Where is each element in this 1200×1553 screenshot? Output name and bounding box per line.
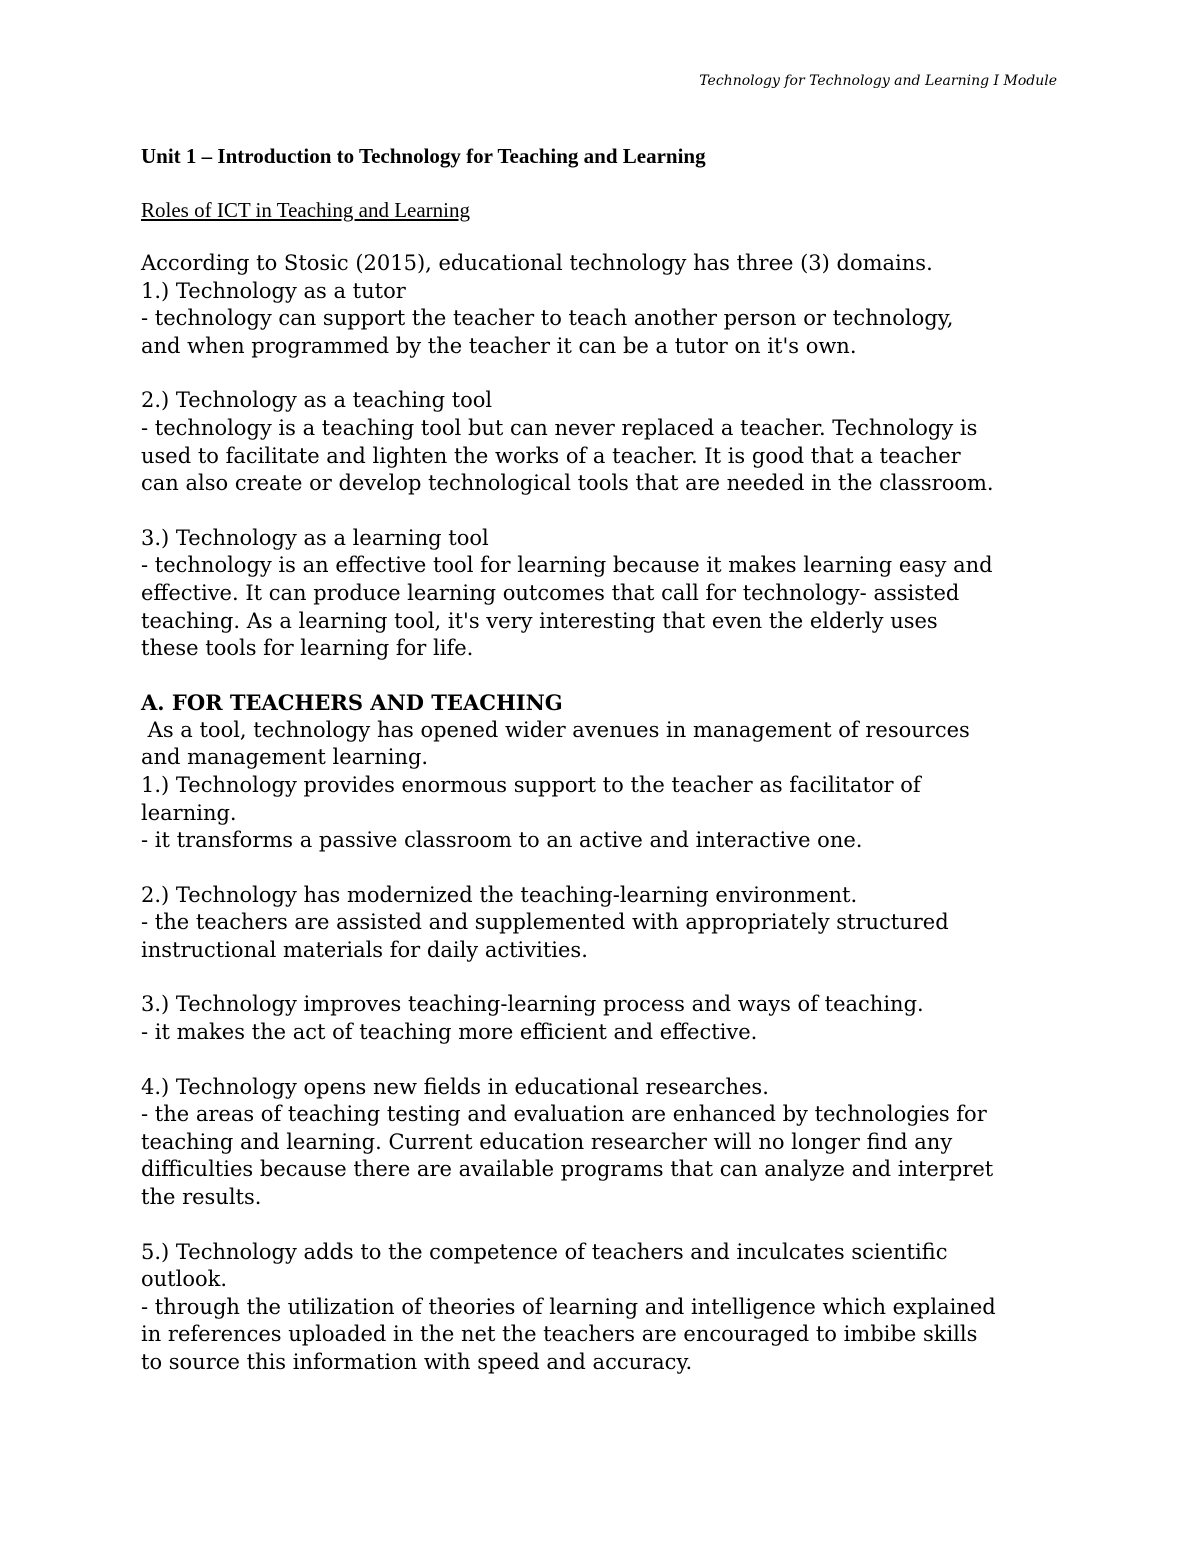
domain-heading: 3.) Technology as a learning tool	[141, 525, 489, 550]
domain-text-line: and when programmed by the teacher it can be a tutor on it's own.	[141, 333, 857, 358]
list-item-line: - through the utilization of theories of learning and intelligence which explained	[141, 1294, 996, 1319]
section-heading: A. FOR TEACHERS AND TEACHING	[141, 689, 563, 715]
list-item	[141, 991, 1066, 1046]
list-item-line: difficulties because there are available programs that can analyze and interpret	[141, 1157, 994, 1182]
section-subtitle: Roles of ICT in Teaching and Learning	[141, 198, 471, 222]
list-item-line: instructional materials for daily activities.	[141, 937, 588, 962]
domain-item	[141, 525, 1066, 663]
domain-item	[141, 387, 1066, 497]
running-header: Technology for Technology and Learning I Module	[699, 73, 1057, 89]
list-item-line: learning.	[141, 800, 237, 825]
domain-heading: 1.) Technology as a tutor	[141, 278, 406, 303]
list-item	[141, 882, 1066, 965]
list-item	[141, 772, 1066, 855]
list-item	[141, 1074, 1066, 1212]
list-item-line: - it makes the act of teaching more efficient and effective.	[141, 1020, 758, 1045]
domain-text-line: - technology can support the teacher to teach another person or technology,	[141, 306, 954, 331]
list-item-line: teaching and learning. Current education researcher will no longer find any	[141, 1129, 953, 1154]
domain-text-line: teaching. As a learning tool, it's very interesting that even the elderly uses	[141, 608, 938, 633]
section-intro	[141, 717, 1066, 772]
list-item-line: 3.) Technology improves teaching-learning process and ways of teaching.	[141, 992, 924, 1017]
list-item-line: 2.) Technology has modernized the teaching-learning environment.	[141, 882, 858, 907]
domain-text-line: effective. It can produce learning outcomes that call for technology- assisted	[141, 580, 960, 605]
list-item	[141, 1239, 1066, 1377]
list-item-line: 5.) Technology adds to the competence of teachers and inculcates scientific	[141, 1239, 948, 1264]
list-item-line: outlook.	[141, 1267, 228, 1292]
list-item-line: the results.	[141, 1185, 262, 1210]
domain-heading: 2.) Technology as a teaching tool	[141, 388, 493, 413]
domain-text-line: these tools for learning for life.	[141, 636, 474, 661]
list-item-line: 4.) Technology opens new fields in educational researches.	[141, 1074, 769, 1099]
list-item-line: - the areas of teaching testing and evaluation are enhanced by technologies for	[141, 1102, 987, 1127]
document-body	[141, 142, 1066, 1377]
domain-text-line: - technology is a teaching tool but can never replaced a teacher. Technology is	[141, 415, 978, 440]
section-intro-line: and management learning.	[141, 745, 429, 770]
section-intro-line: As a tool, technology has opened wider avenues in management of resources	[141, 717, 970, 742]
list-item-line: - the teachers are assisted and supplemented with appropriately structured	[141, 910, 949, 935]
list-item-line: to source this information with speed and accuracy.	[141, 1350, 693, 1374]
domain-text-line: - technology is an effective tool for learning because it makes learning easy and	[141, 553, 993, 578]
intro-sentence: According to Stosic (2015), educational technology has three (3) domains.	[141, 251, 933, 275]
list-item-line: - it transforms a passive classroom to an active and interactive one.	[141, 828, 863, 853]
domain-item	[141, 278, 1066, 361]
domain-text-line: used to facilitate and lighten the works of a teacher. It is good that a teacher	[141, 443, 961, 468]
unit-title: Unit 1 – Introduction to Technology for Teaching and Learning	[141, 144, 706, 168]
domain-text-line: can also create or develop technological tools that are needed in the classroom.	[141, 471, 994, 496]
intro-paragraph	[141, 250, 1066, 278]
list-item-line: in references uploaded in the net the teachers are encouraged to imbibe skills	[141, 1322, 978, 1347]
list-item-line: 1.) Technology provides enormous support to the teacher as facilitator of	[141, 772, 921, 797]
